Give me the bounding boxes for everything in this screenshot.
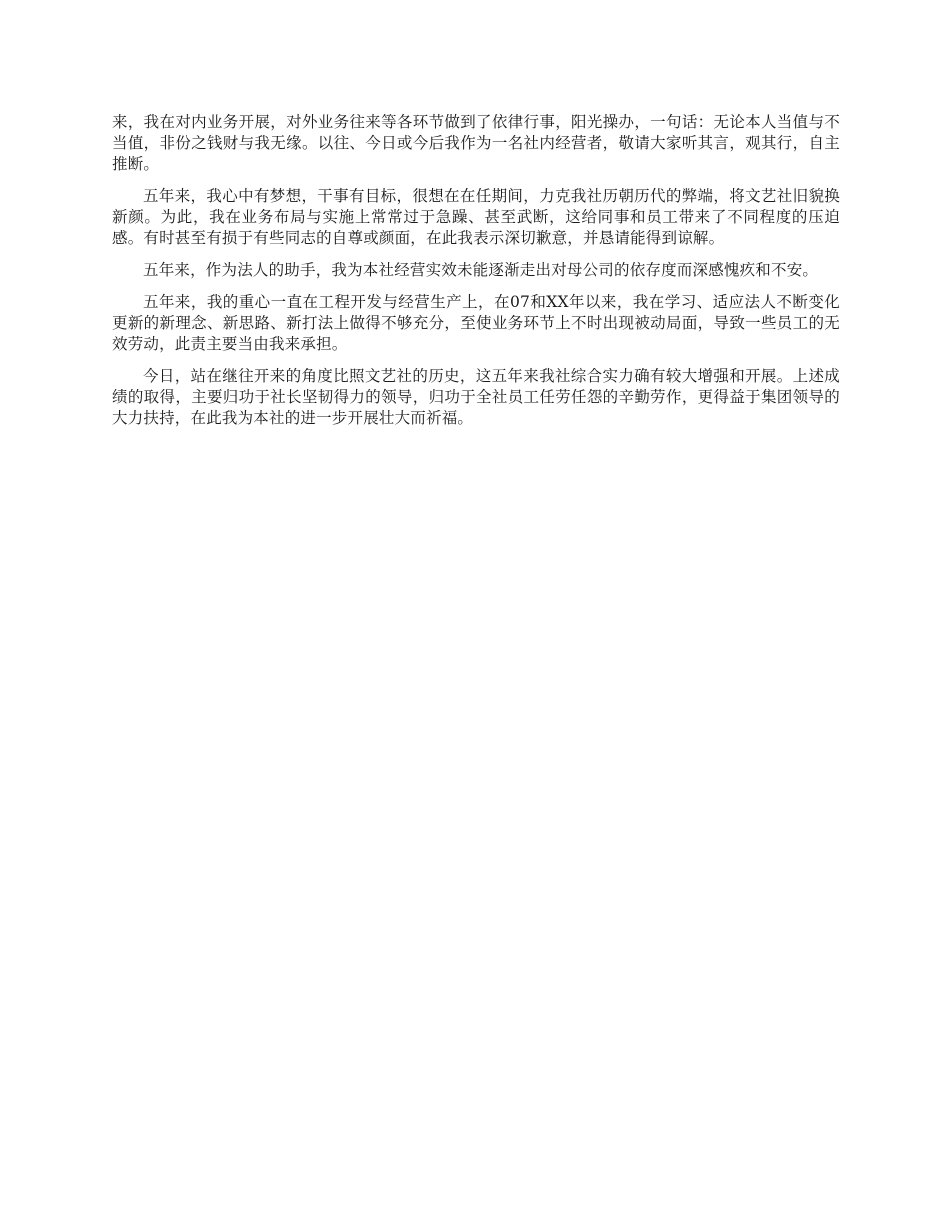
paragraph-2: 五年来，我心中有梦想，干事有目标，很想在在任期间，力克我社历朝历代的弊端，将文艺社旧貌换新颜。为此，我在业务布局与实施上常常过于急躁、甚至武断，这给同事和员工带来了不同程度的压迫感。有时甚至有损于有些同志的自尊或颜面，在此我表示深切歉意，并恳请能得到谅解。: [112, 187, 840, 247]
paragraph-1: 来，我在对内业务开展，对外业务往来等各环节做到了依律行事，阳光操办，一句话：无论本人当值与不当值，非份之钱财与我无缘。以往、今日或今后我作为一名社内经营者，敬请大家听其言，观其行，自主推断。: [112, 113, 840, 173]
paragraph-3: 五年来，作为法人的助手，我为本社经营实效未能逐渐走出对母公司的依存度而深感愧疚和不安。: [143, 261, 819, 279]
document-body: [112, 112, 840, 440]
paragraph-5: 今日，站在继往开来的角度比照文艺社的历史，这五年来我社综合实力确有较大增强和开展。上述成绩的取得，主要归功于社长坚韧得力的领导，归功于全社员工任劳任怨的辛勤劳作，更得益于集团领导的大力扶持，在此我为本社的进一步开展壮大而祈福。: [112, 367, 840, 427]
paragraph-4: 五年来，我的重心一直在工程开发与经营生产上，在07和XX年以来，我在学习、适应法人不断变化更新的新理念、新思路、新打法上做得不够充分，至使业务环节上不时出现被动局面，导致一些员工的无效劳动，此责主要当由我来承担。: [112, 293, 840, 353]
